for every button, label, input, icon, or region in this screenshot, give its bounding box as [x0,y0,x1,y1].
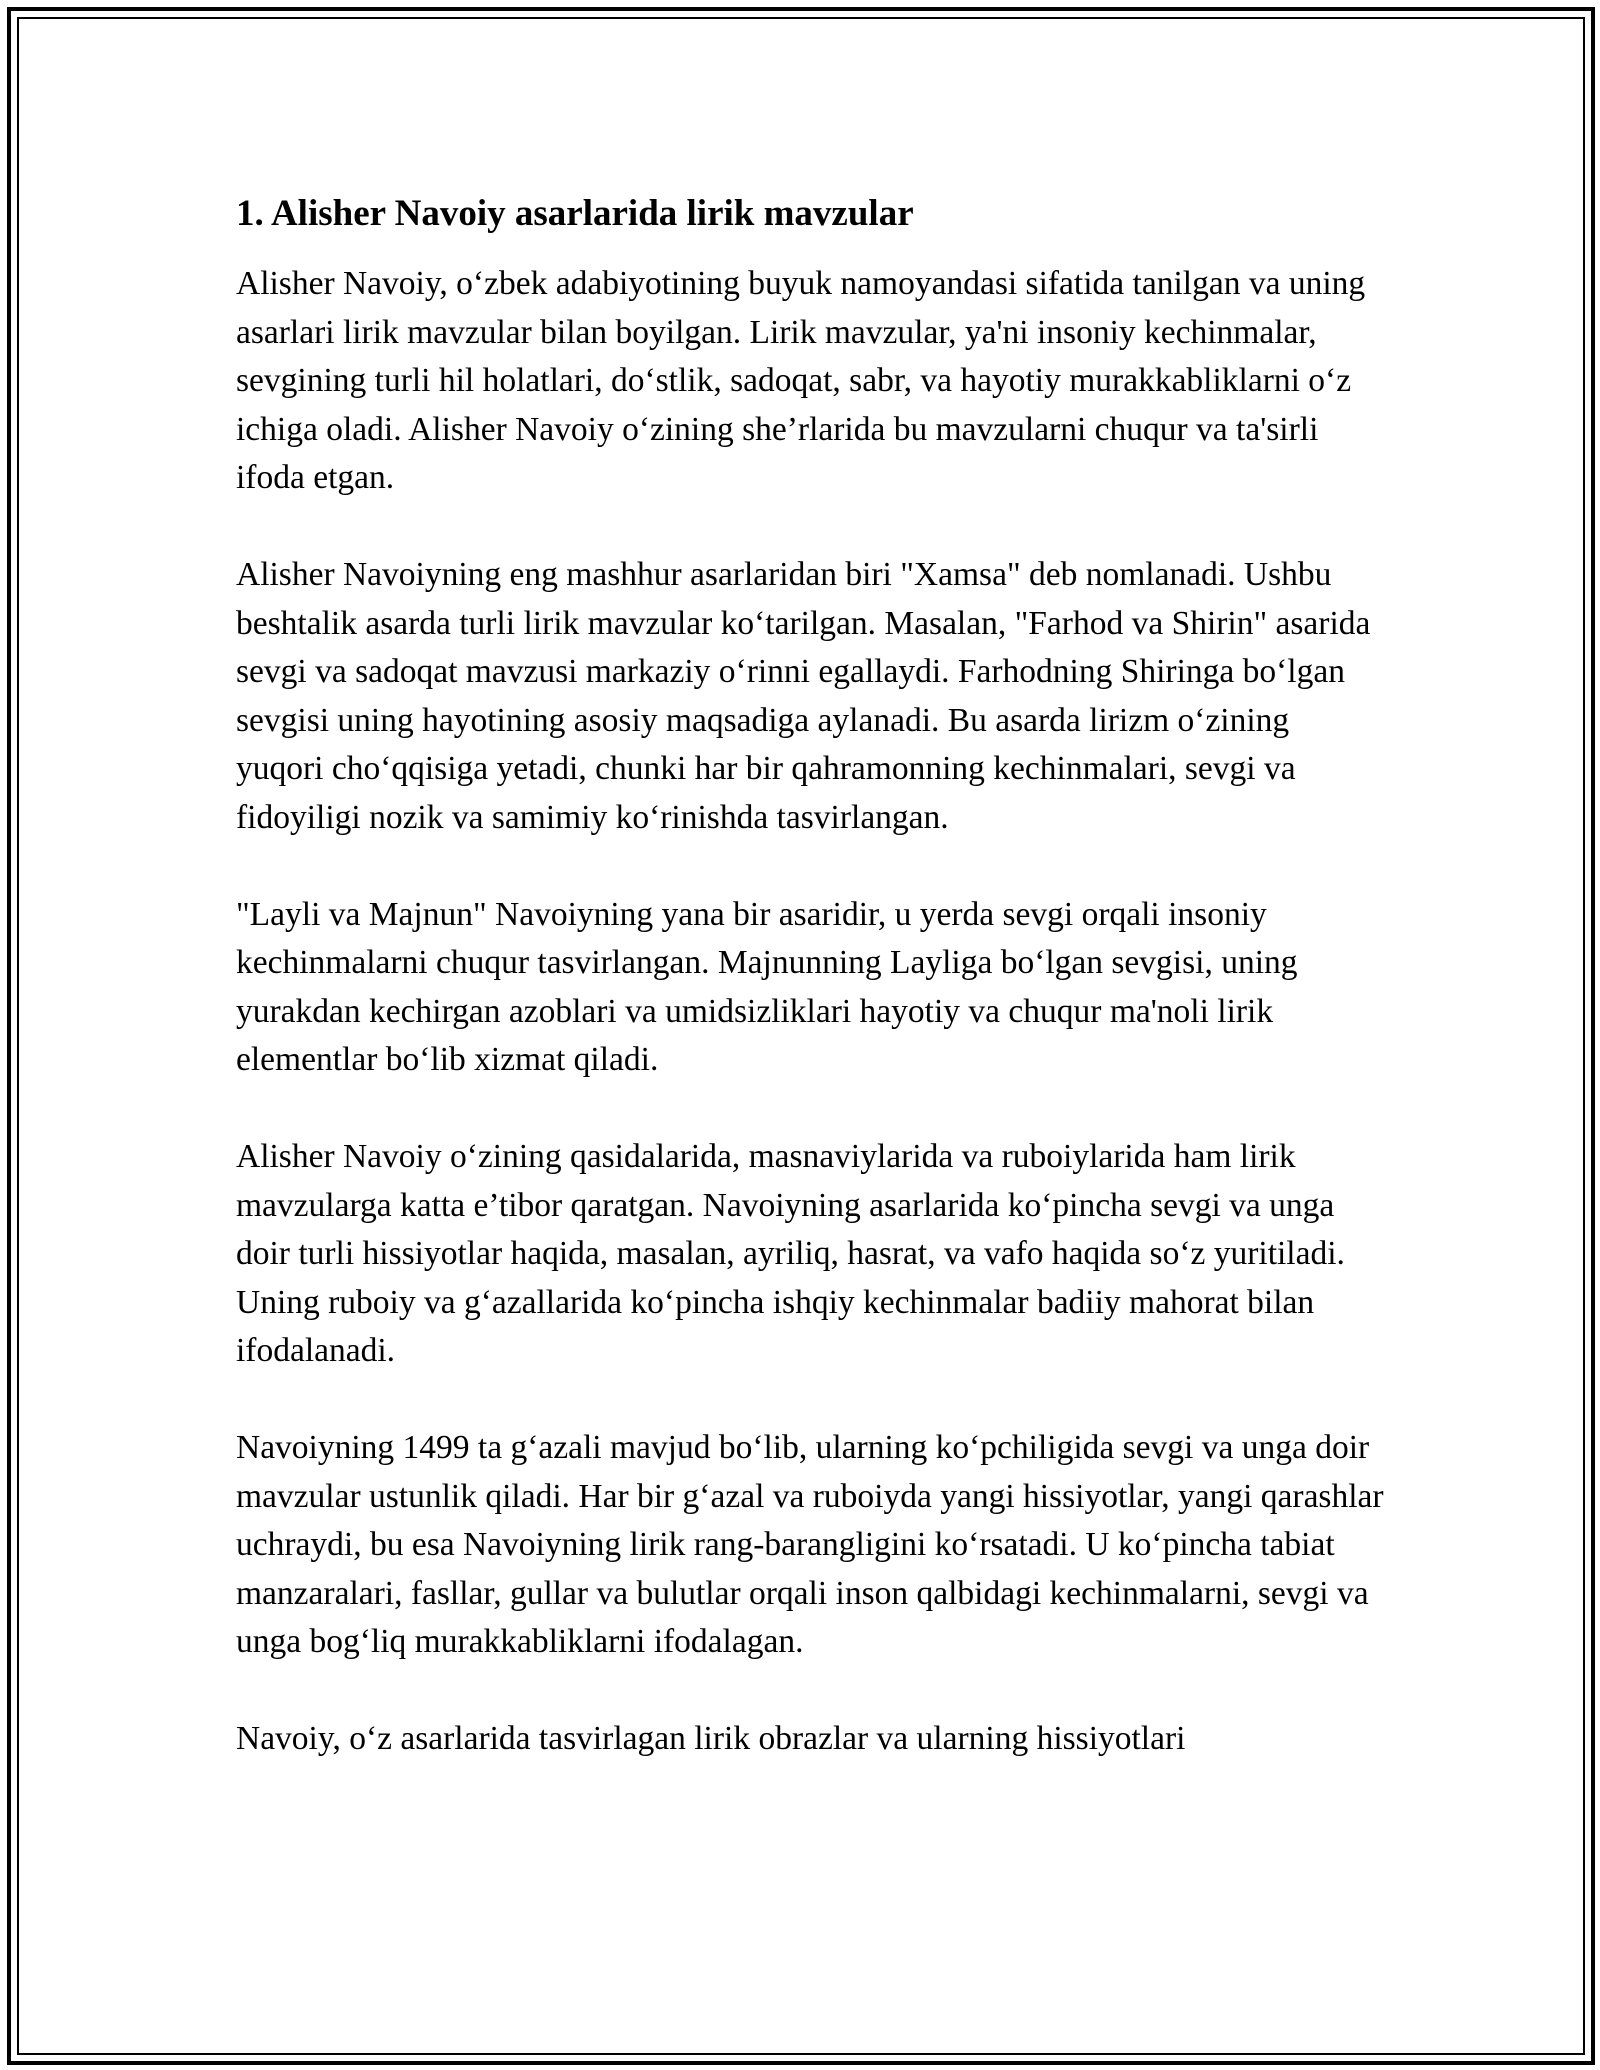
paragraph-3: "Layli va Majnun" Navoiyning yana bir asaridir, u yerda sevgi orqali insoniy kechinmalarni chuqur tasvirlangan. Majnunning Layliga bo‘lgan sevgisi, uning yurakdan kechirgan azoblari va umidsizliklari hayotiy va chuqur ma'noli lirik elementlar bo‘lib xizmat qiladi. [236,895,1298,1078]
paragraph-1: Alisher Navoiy, o‘zbek adabiyotining buyuk namoyandasi sifatida tanilgan va uning asarlari lirik mavzular bilan boyilgan. Lirik mavzular, ya'ni insoniy kechinmalar, sevgining turli hil holatlari, do‘stlik, sadoqat, sabr, va hayotiy murakkabliklarni o‘z ichiga oladi. Alisher Navoiy o‘zining she’rlarida bu mavzularni chuqur va ta'sirli ifoda etgan. [236,265,1366,496]
paragraph-4: Alisher Navoiy o‘zining qasidalarida, masnaviylarida va ruboiylarida ham lirik mavzularga katta e’tibor qaratgan. Navoiyning asarlarida ko‘pincha sevgi va unga doir turli hissiyotlar haqida, masalan, ayriliq, hasrat, va vafo haqida so‘z yuritiladi. Uning ruboiy va g‘azallarida ko‘pincha ishqiy kechinmalar badiiy mahorat bilan ifodalanadi. [236,1138,1345,1369]
document-body [236,190,1384,1764]
paragraph-5: Navoiyning 1499 ta g‘azali mavjud bo‘lib, ularning ko‘pchiligida sevgi va unga doir mavzular ustunlik qiladi. Har bir g‘azal va ruboiyda yangi hissiyotlar, yangi qarashlar uchraydi, bu esa Navoiyning lirik rang-barangligini ko‘rsatadi. U ko‘pincha tabiat manzaralari, fasllar, gullar va bulutlar orqali inson qalbidagi kechinmalarni, sevgi va unga bog‘liq murakkabliklarni ifodalagan. [236,1429,1384,1660]
paragraph-6: Navoiy, o‘z asarlarida tasvirlagan lirik obrazlar va ularning hissiyotlari [236,1720,1186,1757]
section-heading: 1. Alisher Navoiy asarlarida lirik mavzular [236,193,914,234]
paragraph-2: Alisher Navoiyning eng mashhur asarlaridan biri "Xamsa" deb nomlanadi. Ushbu beshtalik asarda turli lirik mavzular ko‘tarilgan. Masalan, "Farhod va Shirin" asarida sevgi va sadoqat mavzusi markaziy o‘rinni egallaydi. Farhodning Shiringa bo‘lgan sevgisi uning hayotining asosiy maqsadiga aylanadi. Bu asarda lirizm o‘zining yuqori cho‘qqisiga yetadi, chunki har bir qahramonning kechinmalari, sevgi va fidoyiligi nozik va samimiy ko‘rinishda tasvirlangan. [236,556,1371,836]
